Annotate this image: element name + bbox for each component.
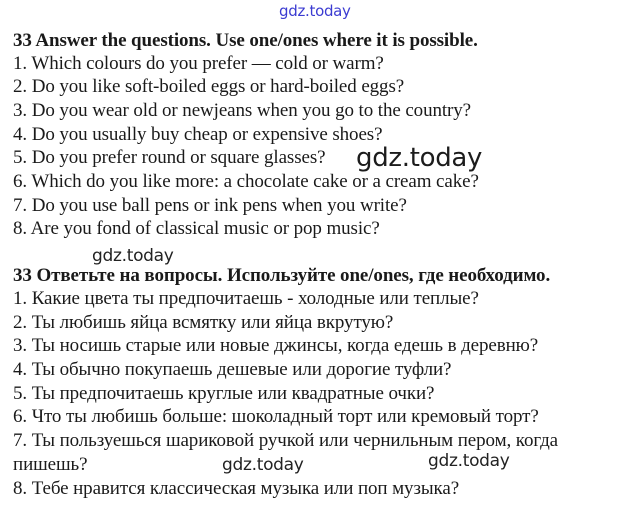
- english-heading: 33 Answer the questions. Use one/ones where it is possible.: [13, 30, 478, 51]
- english-item-1: 1. Which colours do you prefer — cold or warm?: [13, 53, 384, 74]
- watermark-large: gdz.today: [356, 143, 483, 173]
- russian-item-5: 5. Ты предпочитаешь круглые или квадратные очки?: [13, 383, 435, 404]
- russian-item-6: 6. Что ты любишь больше: шоколадный торт или кремовый торт?: [13, 406, 539, 427]
- russian-item-2: 2. Ты любишь яйца всмятку или яйца вкрутую?: [13, 312, 394, 333]
- watermark-top: gdz.today: [279, 2, 351, 20]
- english-item-5: 5. Do you prefer round or square glasses?: [13, 147, 326, 168]
- english-item-8: 8. Are you fond of classical music or pop music?: [13, 218, 380, 239]
- watermark-lower-right: gdz.today: [428, 451, 510, 471]
- russian-item-3: 3. Ты носишь старые или новые джинсы, когда едешь в деревню?: [13, 335, 539, 356]
- english-item-6: 6. Which do you like more: a chocolate cake or a cream cake?: [13, 171, 479, 192]
- english-item-4: 4. Do you usually buy cheap or expensive shoes?: [13, 124, 383, 145]
- watermark-lower-left: gdz.today: [222, 455, 304, 475]
- russian-item-7: 7. Ты пользуешься шариковой ручкой или чернильным пером, когда: [13, 430, 559, 451]
- watermark-middle: gdz.today: [92, 246, 174, 266]
- english-item-3: 3. Do you wear old or newjeans when you go to the country?: [13, 100, 472, 121]
- russian-item-8: 8. Тебе нравится классическая музыка или поп музыка?: [13, 478, 460, 499]
- russian-item-7-continued: пишешь?: [13, 454, 88, 475]
- russian-heading: 33 Ответьте на вопросы. Используйте one/ones, где необходимо.: [13, 265, 551, 286]
- russian-item-4: 4. Ты обычно покупаешь дешевые или дорогие туфли?: [13, 359, 452, 380]
- english-item-2: 2. Do you like soft-boiled eggs or hard-boiled eggs?: [13, 76, 405, 97]
- russian-item-1: 1. Какие цвета ты предпочитаешь - холодные или теплые?: [13, 288, 479, 309]
- english-item-7: 7. Do you use ball pens or ink pens when you write?: [13, 195, 407, 216]
